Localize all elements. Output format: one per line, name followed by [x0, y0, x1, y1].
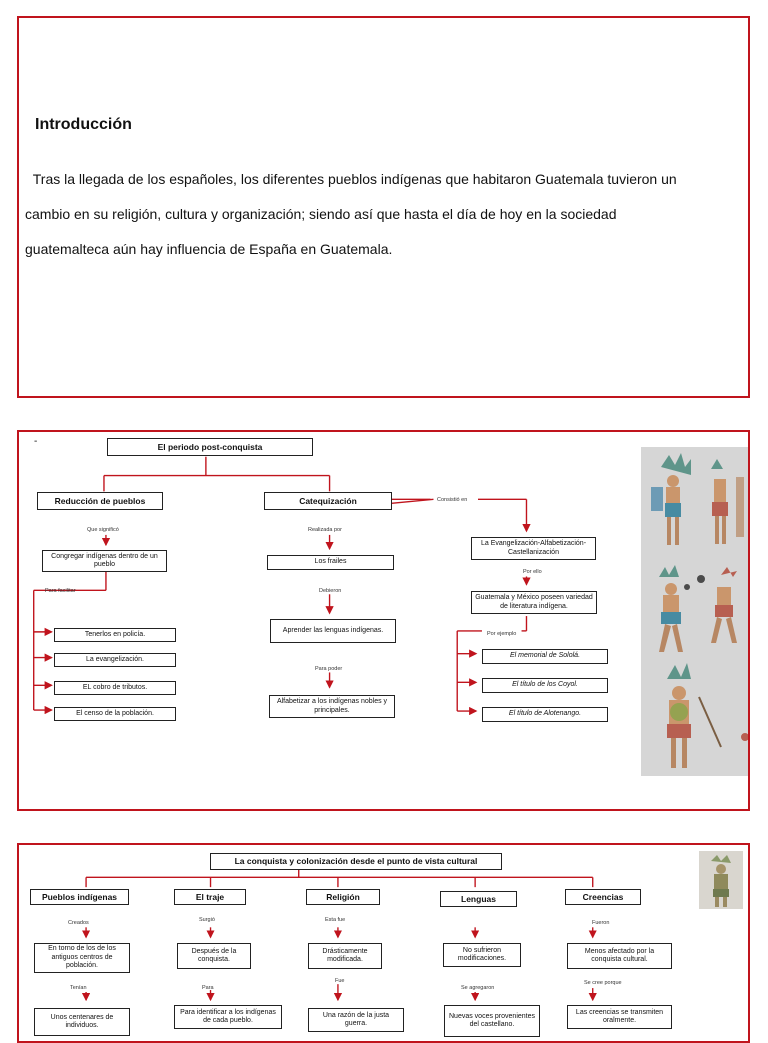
node-nuevas-voces: Nuevas voces provenientes del castellano. — [444, 1005, 540, 1037]
node-memorial-solola: El memorial de Sololá. — [482, 649, 608, 664]
node-religion: Religión — [306, 889, 380, 905]
section-heading: Introducción — [35, 116, 132, 133]
label-debieron: Debieron — [319, 588, 342, 594]
mayan-figures-image — [641, 447, 750, 776]
label-creados: Creados — [68, 920, 89, 926]
label-para: Para — [202, 985, 214, 991]
page-conquista-cultural — [17, 843, 750, 1043]
label-realizada-por: Realizada por — [308, 527, 342, 533]
node-congregar: Congregar indígenas dentro de un pueblo — [42, 550, 167, 572]
node-no-sufrieron: No sufrieron modificaciones. — [443, 943, 521, 967]
map-title: La conquista y colonización desde el punto de vista cultural — [210, 853, 502, 870]
node-literatura-indigena: Guatemala y México poseen variedad de literatura indígena. — [471, 591, 597, 614]
label-por-ello: Por ello — [523, 569, 542, 575]
label-tenian: Tenían — [70, 985, 87, 991]
label-se-agregaron: Se agregaron — [461, 985, 495, 991]
node-catequizacion: Catequización — [264, 492, 392, 510]
label-fueron: Fueron — [592, 920, 610, 926]
node-lenguas: Lenguas — [440, 891, 517, 907]
node-aprender-lenguas: Aprender las lenguas indígenas. — [270, 619, 396, 643]
paragraph-line: Tras la llegada de los españoles, los diferentes pueblos indígenas que habitaron Guatemala tuvieron un — [25, 171, 677, 187]
paragraph-line: cambio en su religión, cultura y organización; siendo así que hasta el día de hoy en la sociedad — [25, 206, 617, 222]
label-fue: Fue — [335, 978, 345, 984]
dash-mark: - — [34, 436, 38, 447]
node-censo: El censo de la población. — [54, 707, 176, 721]
label-para-poder: Para poder — [315, 666, 343, 672]
node-alfabetizar: Alfabetizar a los indígenas nobles y principales. — [269, 695, 395, 718]
node-tributos: EL cobro de tributos. — [54, 681, 176, 695]
node-titulo-alotenango: El título de Alotenango. — [482, 707, 608, 722]
label-consistio-en: Consistió en — [437, 497, 468, 503]
map-title: El periodo post-conquista — [107, 438, 313, 456]
label-surgio: Surgió — [199, 917, 215, 923]
node-policia: Tenerlos en policía. — [54, 628, 176, 642]
intro-paragraph — [25, 162, 737, 267]
node-creencias: Creencias — [565, 889, 641, 905]
node-el-traje: El traje — [174, 889, 246, 905]
node-centros-poblacion: En torno de los de los antiguos centros de población. — [34, 943, 130, 973]
node-evangelizacion: La evangelización. — [54, 653, 176, 667]
page-introduccion — [17, 16, 750, 398]
mayan-figures-illustration — [641, 447, 750, 776]
node-transmiten-oralmente: Las creencias se transmiten oralmente. — [567, 1005, 672, 1029]
mayan-figure-thumbnail — [699, 851, 743, 909]
label-se-cree-porque: Se cree porque — [584, 980, 622, 986]
paragraph-line: guatemalteca aún hay influencia de España en Guatemala. — [25, 241, 393, 257]
node-los-frailes: Los frailes — [267, 555, 394, 570]
mayan-figure-illustration — [699, 851, 743, 909]
node-menos-afectado: Menos afectado por la conquista cultural. — [567, 943, 672, 969]
label-por-ejemplo: Por ejemplo — [487, 631, 517, 637]
node-evangelizacion-alfabetizacion: La Evangelización-Alfabetización-Castellanización — [471, 537, 596, 560]
node-titulo-coyol: El título de los Coyol. — [482, 678, 608, 693]
node-centenares: Unos centenares de individuos. — [34, 1008, 130, 1036]
label-que-significo: Que significó — [87, 527, 119, 533]
node-justa-guerra: Una razón de la justa guerra. — [308, 1008, 404, 1032]
label-esta-fue: Esta fue — [325, 917, 346, 923]
page-post-conquista — [17, 430, 750, 811]
node-drasticamente: Drásticamente modificada. — [308, 943, 382, 969]
label-para-facilitar: Para facilitar — [45, 588, 76, 594]
node-pueblos-indigenas: Pueblos indígenas — [30, 889, 129, 905]
node-identificar-indigenas: Para identificar a los indígenas de cada pueblo. — [174, 1005, 282, 1029]
node-reduccion-pueblos: Reducción de pueblos — [37, 492, 163, 510]
node-despues-conquista: Después de la conquista. — [177, 943, 251, 969]
